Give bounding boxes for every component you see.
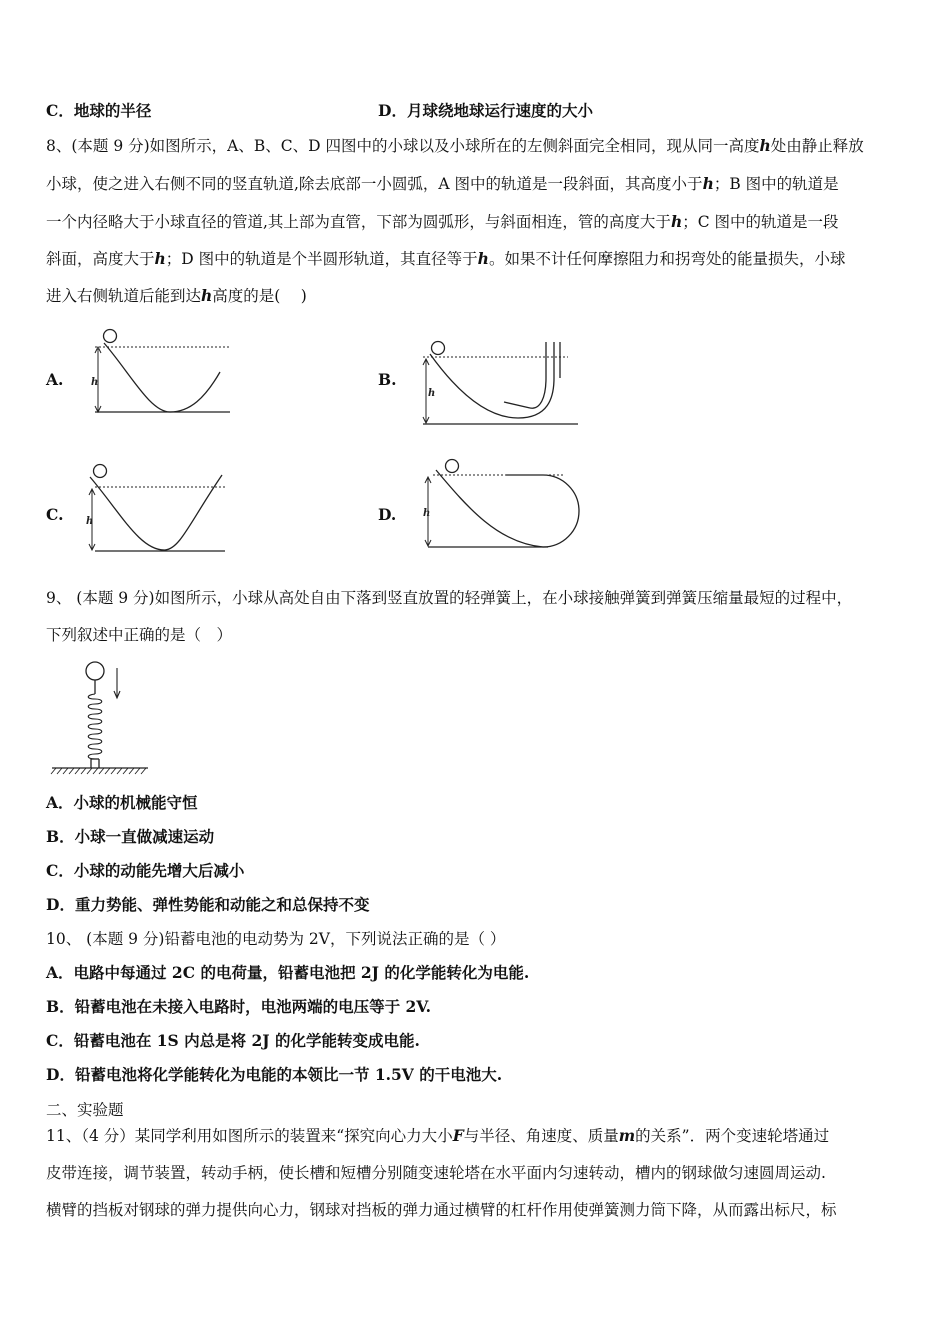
ball-icon <box>432 342 445 355</box>
ball-icon <box>104 330 117 343</box>
q8-stem-line-1: 8、(本题 9 分)如图所示，A、B、C、D 四图中的小球以及小球所在的左侧斜面完全相同，现从同一高度h处由静止释放 <box>46 136 864 155</box>
height-label: h <box>86 516 94 527</box>
q9-option-b: B．小球一直做减速运动 <box>46 827 215 846</box>
q9-option-a: A．小球的机械能守恒 <box>46 793 198 812</box>
track-curve <box>90 475 222 550</box>
q8-stem-line-4: 斜面，高度大于h；D 图中的轨道是个半圆形轨道，其直径等于h。如果不计任何摩擦阻力和拐弯处的能量损失，小球 <box>46 249 846 268</box>
q10-stem: 10、 (本题 9 分)铅蓄电池的电动势为 2V，下列说法正确的是（ ） <box>46 930 506 948</box>
track-curve <box>436 470 543 547</box>
spring-coil <box>88 694 102 759</box>
figure-spring-ball <box>48 658 158 776</box>
q8-label-b: B. <box>378 370 397 389</box>
q7-option-d: D．月球绕地球运行速度的大小 <box>378 101 593 120</box>
height-label: h <box>428 388 436 399</box>
semicircle-track <box>506 475 579 547</box>
q8-label-a: A. <box>46 370 64 389</box>
q11-stem-line-3: 横臂的挡板对钢球的弹力提供向心力，钢球对挡板的弹力通过横臂的杠杆作用使弹簧测力筒下降，从而露出标尺，标 <box>46 1201 837 1219</box>
height-label: h <box>91 377 99 388</box>
q9-stem-line-1: 9、 (本题 9 分)如图所示，小球从高处自由下落到竖直放置的轻弹簧上，在小球接触弹簧到弹簧压缩量最短的过程中， <box>46 589 853 607</box>
q11-stem-line-2: 皮带连接，调节装置，转动手柄，使长槽和短槽分别随变速轮塔在水平面内匀速转动，槽内的钢球做匀速圆周运动. <box>46 1164 826 1182</box>
q9-stem-line-2: 下列叙述中正确的是（ ） <box>46 626 233 644</box>
track-curve <box>430 342 554 418</box>
q8-label-d: D. <box>378 505 397 524</box>
q10-option-c: C．铅蓄电池在 1S 内总是将 2J 的化学能转变成电能. <box>46 1031 420 1050</box>
q10-option-b: B．铅蓄电池在未接入电路时，电池两端的电压等于 2V. <box>46 997 431 1016</box>
q10-option-a: A．电路中每通过 2C 的电荷量，铅蓄电池把 2J 的化学能转化为电能. <box>46 963 530 982</box>
figure-a-incline-track <box>80 328 240 418</box>
q8-stem-line-3: 一个内径略大于小球直径的管道,其上部为直管，下部为圆弧形，与斜面相连，管的高度大于h；C 图中的轨道是一段 <box>46 212 839 231</box>
section-heading-experiment: 二、实验题 <box>46 1101 124 1119</box>
q10-option-d: D．铅蓄电池将化学能转化为电能的本领比一节 1.5V 的干电池大. <box>46 1065 503 1084</box>
track-curve <box>104 343 220 412</box>
figure-c-incline-track <box>80 462 240 554</box>
height-label: h <box>423 508 431 519</box>
ball-icon <box>446 460 459 473</box>
q7-option-c: C．地球的半径 <box>46 101 152 120</box>
tube-inner-wall <box>530 342 546 408</box>
figure-b-tube-track <box>418 338 578 428</box>
figure-d-semicircle-track <box>418 458 588 550</box>
q9-option-d: D．重力势能、弹性势能和动能之和总保持不变 <box>46 895 370 914</box>
q8-stem-line-2: 小球，使之进入右侧不同的竖直轨道,除去底部一小圆弧，A 图中的轨道是一段斜面，其高度小于h；B 图中的轨道是 <box>46 174 839 193</box>
q11-stem-line-1: 11、（4 分）某同学利用如图所示的装置来“探究向心力大小F与半径、角速度、质量m的关系”．两个变速轮塔通过 <box>46 1126 830 1145</box>
q9-option-c: C．小球的动能先增大后减小 <box>46 861 245 880</box>
ball-icon <box>86 662 104 680</box>
ball-icon <box>94 465 107 478</box>
q8-stem-line-5: 进入右侧轨道后能到达h高度的是( ) <box>46 286 307 305</box>
q8-label-c: C. <box>46 505 64 524</box>
